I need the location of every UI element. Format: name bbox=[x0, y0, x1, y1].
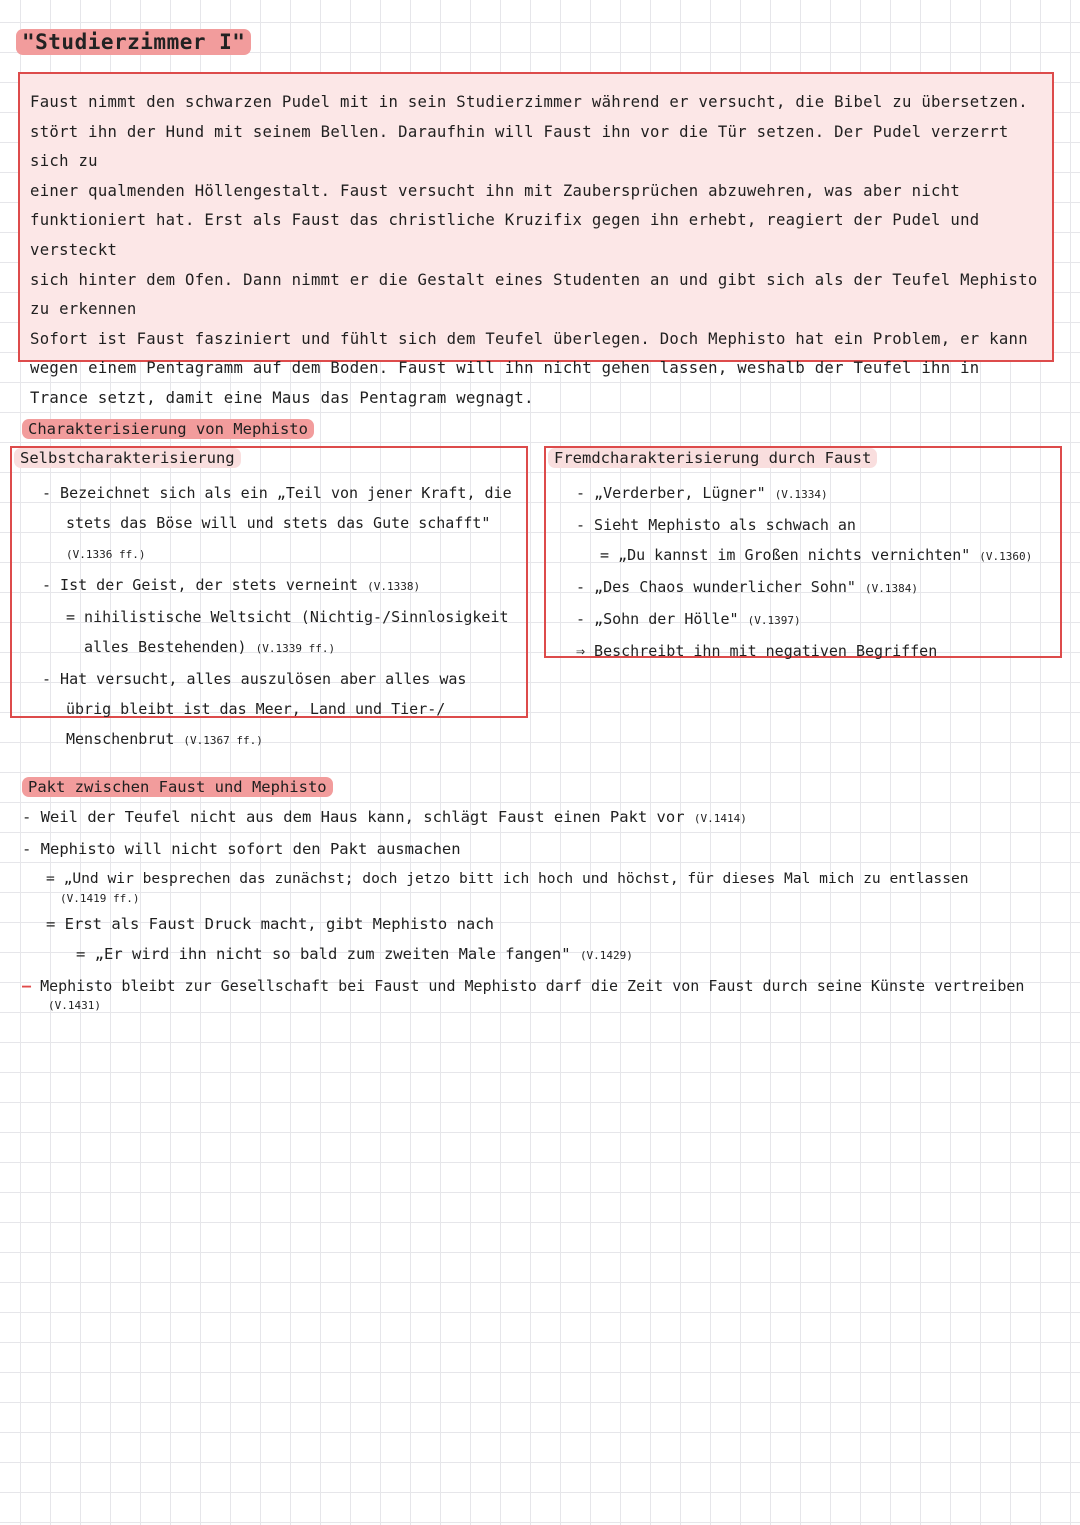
characterization-heading bbox=[22, 418, 314, 440]
pact-heading bbox=[22, 772, 1062, 802]
summary-line: stört ihn der Hund mit seinem Bellen. Daraufhin will Faust ihn vor die Tür setzen. Der Pudel verzerrt sich zu bbox=[30, 122, 1009, 171]
characterization-heading-text: Charakterisierung von Mephisto bbox=[22, 419, 314, 439]
summary-line: Sofort ist Faust fasziniert und fühlt sich dem Teufel überlegen. Doch Mephisto hat ein Problem, er kann bbox=[30, 329, 1028, 348]
summary-line: funktioniert hat. Erst als Faust das christliche Kruzifix gegen ihn erhebt, reagiert der Pudel und versteckt bbox=[30, 211, 980, 259]
self-characterization-heading bbox=[14, 446, 520, 470]
self-characterization-list bbox=[18, 478, 520, 756]
summary-line: wegen einem Pentagramm auf dem Boden. Faust will ihn nicht gehen lassen, weshalb der Teufel ihn in bbox=[30, 359, 980, 378]
foreign-characterization-heading bbox=[548, 446, 1054, 470]
red-dash-icon: – bbox=[22, 977, 32, 995]
list-item: - Bezeichnet sich als ein „Teil von jener Kraft, die bbox=[42, 484, 512, 502]
summary-line: sich hinter dem Ofen. Dann nimmt er die Gestalt eines Studenten an und gibt sich als der Teufel Mephisto bbox=[30, 270, 1038, 289]
pact-line: = Erst als Faust Druck macht, gibt Mephisto nach bbox=[46, 915, 494, 933]
list-item: = „Du kannst im Großen nichts vernichten" (V.1360) bbox=[600, 546, 1033, 564]
pact-line: = „Er wird ihn nicht so bald zum zweiten Male fangen" (V.1429) bbox=[76, 945, 633, 963]
foreign-characterization-heading-text: Fremdcharakterisierung durch Faust bbox=[548, 448, 877, 468]
summary-line: Trance setzt, damit eine Maus das Pentagram wegnagt. bbox=[30, 388, 534, 407]
pact-line: - Mephisto will nicht sofort den Pakt ausmachen bbox=[22, 840, 461, 858]
list-item: Menschenbrut (V.1367 ff.) bbox=[66, 730, 263, 748]
pact-heading-text: Pakt zwischen Faust und Mephisto bbox=[22, 777, 333, 797]
list-item: - „Des Chaos wunderlicher Sohn" (V.1384) bbox=[576, 578, 918, 596]
list-item: ⇒ Beschreibt ihn mit negativen Begriffen bbox=[576, 642, 938, 660]
foreign-characterization-box bbox=[544, 446, 1062, 658]
list-item: - Sieht Mephisto als schwach an bbox=[576, 516, 856, 534]
list-item: übrig bleibt ist das Meer, Land und Tier-/ bbox=[66, 700, 446, 718]
self-characterization-heading-text: Selbstcharakterisierung bbox=[14, 448, 241, 468]
pact-line: (V.1431) bbox=[48, 999, 101, 1012]
pact-section bbox=[22, 772, 1062, 1016]
pact-line: - Weil der Teufel nicht aus dem Haus kann, schlägt Faust einen Pakt vor (V.1414) bbox=[22, 808, 747, 826]
list-item: stets das Böse will und stets das Gute schafft" (V.1336 ff.) bbox=[66, 514, 491, 561]
pact-line: = „Und wir besprechen das zunächst; doch jetzo bitt ich hoch und höchst, für dieses Mal mich zu entlassen bbox=[46, 870, 969, 887]
list-item: - „Verderber, Lügner" (V.1334) bbox=[576, 484, 828, 502]
pact-line: – Mephisto bleibt zur Gesellschaft bei Faust und Mephisto darf die Zeit von Faust durch seine Künste vertreiben bbox=[22, 977, 1025, 995]
foreign-characterization-list bbox=[552, 478, 1054, 666]
summary-box bbox=[18, 72, 1054, 407]
list-item: alles Bestehenden) (V.1339 ff.) bbox=[84, 638, 336, 656]
summary-line: einer qualmenden Höllengestalt. Faust versucht ihn mit Zaubersprüchen abzuwehren, was aber nicht bbox=[30, 181, 961, 200]
list-item: - Hat versucht, alles auszulösen aber alles was bbox=[42, 670, 467, 688]
summary-line: zu erkennen bbox=[30, 300, 137, 319]
summary-line: Faust nimmt den schwarzen Pudel mit in sein Studierzimmer während er versucht, die Bibel zu übersetzen. bbox=[30, 93, 1028, 111]
list-item: - Ist der Geist, der stets verneint (V.1338) bbox=[42, 576, 421, 594]
pact-line: (V.1419 ff.) bbox=[60, 892, 140, 905]
list-item: - „Sohn der Hölle" (V.1397) bbox=[576, 610, 801, 628]
self-characterization-box bbox=[10, 446, 528, 748]
page-title bbox=[16, 30, 251, 54]
list-item: = nihilistische Weltsicht (Nichtig-/Sinnlosigkeit bbox=[66, 608, 509, 626]
page-title-text: "Studierzimmer I" bbox=[16, 29, 251, 55]
